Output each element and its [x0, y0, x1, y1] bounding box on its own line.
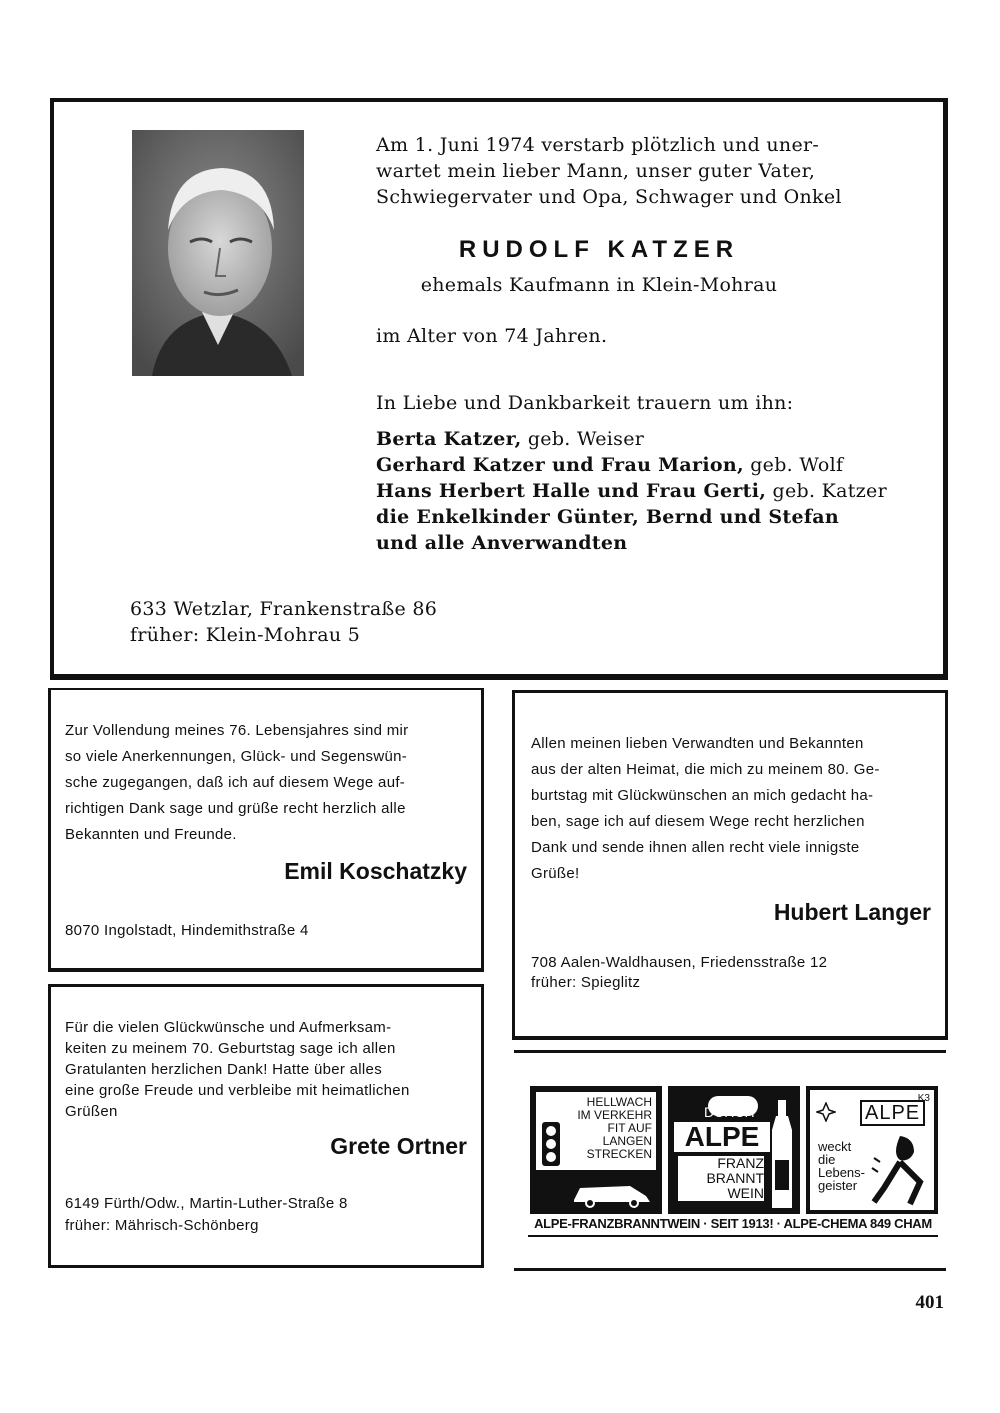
- alpe-advertisement: [528, 1078, 938, 1238]
- mourners-list: [376, 426, 896, 556]
- divider-rule: [514, 1050, 946, 1053]
- notice-line: Zur Vollendung meines 76. Lebensjahres sind mir: [65, 722, 409, 739]
- ad-footer: ALPE-FRANZBRANNTWEIN · SEIT 1913! · ALPE-CHEMA 849 CHAM: [534, 1216, 932, 1231]
- runner-icon: [870, 1132, 932, 1208]
- intro-line: Schwiegervater und Opa, Schwager und Onkel: [376, 186, 842, 208]
- notice-line: Grüße!: [531, 865, 580, 882]
- ad-brand-logo: ALPE: [674, 1122, 770, 1152]
- ad-line: LANGEN: [602, 1134, 652, 1148]
- notice-line: ben, sage ich auf diesem Wege recht herzlichen: [531, 813, 865, 830]
- bottle-icon: [768, 1100, 796, 1210]
- ad-line: die: [818, 1152, 836, 1167]
- notice-text: [531, 731, 931, 887]
- ad-line: DURCH: [704, 1104, 755, 1120]
- ad-line: geister: [818, 1178, 858, 1193]
- notice-address: [65, 1193, 348, 1237]
- deceased-name: RUDOLF KATZER: [458, 236, 740, 263]
- page-number: 401: [915, 1292, 944, 1313]
- address-line: früher: Spieglitz: [531, 974, 641, 991]
- mourner-entry: Hans Herbert Halle und Frau Gerti, geb. Katzer: [376, 480, 887, 502]
- notice-address: 8070 Ingolstadt, Hindemithstraße 4: [65, 922, 309, 939]
- car-icon: [570, 1178, 654, 1208]
- notice-line: Allen meinen lieben Verwandten und Bekannten: [531, 735, 864, 752]
- mourner-entry: Berta Katzer, geb. Weiser: [376, 428, 645, 450]
- notice-line: Gratulanten herzlichen Dank! Hatte über alles: [65, 1061, 383, 1078]
- star-icon: [816, 1102, 836, 1122]
- notice-signature: Grete Ortner: [330, 1133, 467, 1159]
- address-line: 633 Wetzlar, Frankenstraße 86: [130, 598, 438, 620]
- portrait-image: [132, 130, 304, 376]
- notice-signature: Hubert Langer: [773, 899, 931, 925]
- mourner-entry: und alle Anverwandten: [376, 532, 628, 554]
- notice-hubert-langer: [512, 690, 948, 1040]
- traffic-light-icon: [540, 1122, 562, 1166]
- notice-line: richtigen Dank sage und grüße recht herzlich alle: [65, 800, 406, 817]
- obituary-address: [130, 596, 437, 648]
- notice-line: burtstag mit Glückwünschen an mich gedacht ha-: [531, 787, 874, 804]
- ad-line: weckt: [818, 1139, 852, 1154]
- ad-code: K3: [917, 1093, 930, 1104]
- mourner-entry: die Enkelkinder Günter, Bernd und Stefan: [376, 506, 840, 528]
- ad-line: HELLWACH: [586, 1095, 652, 1109]
- ad-line: WEIN: [727, 1185, 764, 1201]
- ad-panel-brand: [668, 1086, 800, 1214]
- divider-rule: [514, 1268, 946, 1271]
- notice-line: Grüßen: [65, 1103, 118, 1120]
- notice-line: Bekannten und Freunde.: [65, 826, 237, 843]
- mourner-entry: Gerhard Katzer und Frau Marion, geb. Wolf: [376, 454, 844, 476]
- ad-panel-text: [678, 1156, 764, 1201]
- address-line: früher: Mährisch-Schönberg: [65, 1217, 259, 1234]
- notice-signature: Emil Koschatzky: [284, 858, 467, 884]
- notice-line: keiten zu meinem 70. Geburtstag sage ich allen: [65, 1040, 396, 1057]
- notice-emil-koschatzky: [48, 688, 484, 972]
- deceased-occupation: ehemals Kaufmann in Klein-Mohrau: [420, 274, 778, 296]
- intro-line: Am 1. Juni 1974 verstarb plötzlich und uner-: [376, 134, 820, 156]
- ad-line: STRECKEN: [586, 1147, 652, 1161]
- ad-line: IM VERKEHR: [577, 1108, 652, 1122]
- mourners-intro: In Liebe und Dankbarkeit trauern um ihn:: [376, 392, 794, 414]
- notice-line: aus der alten Heimat, die mich zu meinem 80. Ge-: [531, 761, 880, 778]
- notice-address: [531, 953, 827, 993]
- notice-line: so viele Anerkennungen, Glück- und Segenswün-: [65, 748, 408, 765]
- ad-line: BRANNT: [706, 1170, 764, 1186]
- notice-line: eine große Freude und verbleibe mit heimatlichen: [65, 1082, 410, 1099]
- obituary-intro: [376, 132, 876, 210]
- ad-line: FRANZ: [717, 1155, 764, 1171]
- ad-line: Lebens-: [818, 1165, 865, 1180]
- ad-panel-inner: [536, 1092, 656, 1170]
- notice-text: [65, 1017, 473, 1122]
- intro-line: wartet mein lieber Mann, unser guter Vater,: [376, 160, 816, 182]
- address-line: 708 Aalen-Waldhausen, Friedensstraße 12: [531, 954, 828, 971]
- ad-panel-text: [577, 1096, 652, 1161]
- notice-text: [65, 718, 473, 848]
- address-line: früher: Klein-Mohrau 5: [130, 624, 361, 646]
- ad-footer-rule: [528, 1235, 938, 1237]
- notice-line: Dank und sende ihnen allen recht viele innigste: [531, 839, 860, 856]
- notice-line: sche zugegangen, daß ich auf diesem Wege auf-: [65, 774, 406, 791]
- obituary-notice: [50, 98, 948, 680]
- ad-brand-logo: ALPE: [860, 1100, 925, 1126]
- notice-line: Für die vielen Glückwünsche und Aufmerksam-: [65, 1019, 392, 1036]
- address-line: 6149 Fürth/Odw., Martin-Luther-Straße 8: [65, 1195, 348, 1212]
- portrait-photo: [132, 130, 304, 376]
- deceased-age: im Alter von 74 Jahren.: [376, 325, 608, 347]
- notice-grete-ortner: [48, 984, 484, 1268]
- ad-line: FIT AUF: [607, 1121, 652, 1135]
- ad-panel-traffic: [530, 1086, 662, 1214]
- ad-panel-spirit: [806, 1086, 938, 1214]
- ad-panel-text: [818, 1140, 865, 1192]
